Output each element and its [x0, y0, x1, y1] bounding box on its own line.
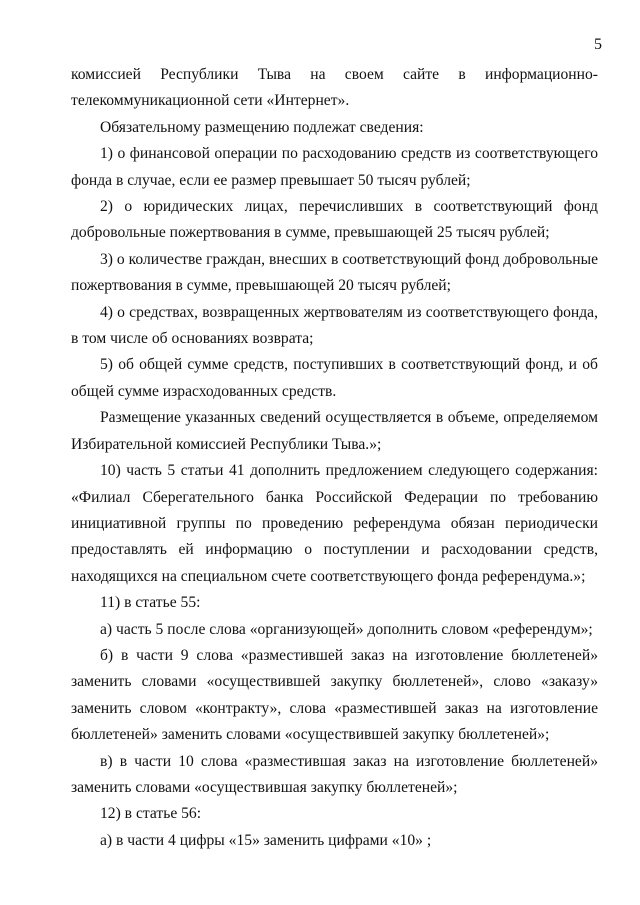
document-body	[71, 62, 598, 854]
amendment-11: 11) в статье 55:	[100, 594, 201, 612]
amendment-11-v: в) в части 10 слова «разместившая заказ на изготовление бюллетеней» заменить словами «осуществившая закупку бюллетеней»;	[71, 752, 598, 796]
paragraph-continuation: комиссией Республики Тыва на своем сайте в информационно-	[71, 66, 598, 83]
list-item-5: 5) об общей сумме средств, поступивших в соответствующий фонд, и об общей сумме израсходованных средств.	[71, 356, 598, 400]
list-item-4: 4) о средствах, возвращенных жертвователям из соответствующего фонда, в том числе об основаниях возврата;	[71, 303, 598, 348]
list-item-1: 1) о финансовой операции по расходованию средств из соответствующего фонда в случае, если ее размер превышает 50 тысяч рублей;	[71, 145, 598, 189]
paragraph-continuation-end: телекоммуникационной сети «Интернет».	[71, 92, 350, 110]
amendment-10: 10) часть 5 статьи 41 дополнить предложением следующего содержания: «Филиал Сберегательного банка Российской Федерации по требованию инициативной группы по проведению референдума обязан периодически предоставлять ей информацию о поступлении и расходовании средств, находящихся на специальном счете соответствующего фонда референдума.»;	[71, 462, 598, 585]
paragraph-intro: Обязательному размещению подлежат сведения:	[100, 118, 424, 136]
amendment-12-a: а) в части 4 цифры «15» заменить цифрами «10» ;	[100, 831, 432, 849]
list-item-2: 2) о юридических лицах, перечисливших в соответствующий фонд добровольные пожертвования в сумме, превышающей 25 тысяч рублей;	[71, 198, 598, 242]
page-number: 5	[594, 36, 602, 53]
amendment-11-b: б) в части 9 слова «разместившей заказ на изготовление бюллетеней» заменить словами «осуществившей закупку бюллетеней», слово «заказу» заменить словом «контракту», слова «разместившей заказ на изготовление бюллетеней» заменить словами «осуществившей закупку бюллетеней»;	[71, 646, 598, 744]
list-item-3: 3) о количестве граждан, внесших в соответствующий фонд добровольные пожертвования в сумме, превышающей 20 тысяч рублей;	[71, 250, 598, 295]
amendment-12: 12) в статье 56:	[100, 805, 202, 823]
paragraph-placement: Размещение указанных сведений осуществляется в объеме, определяемом Избирательной комиссией Республики Тыва.»;	[71, 409, 598, 453]
amendment-11-a: а) часть 5 после слова «организующей» дополнить словом «референдум»;	[100, 620, 593, 638]
